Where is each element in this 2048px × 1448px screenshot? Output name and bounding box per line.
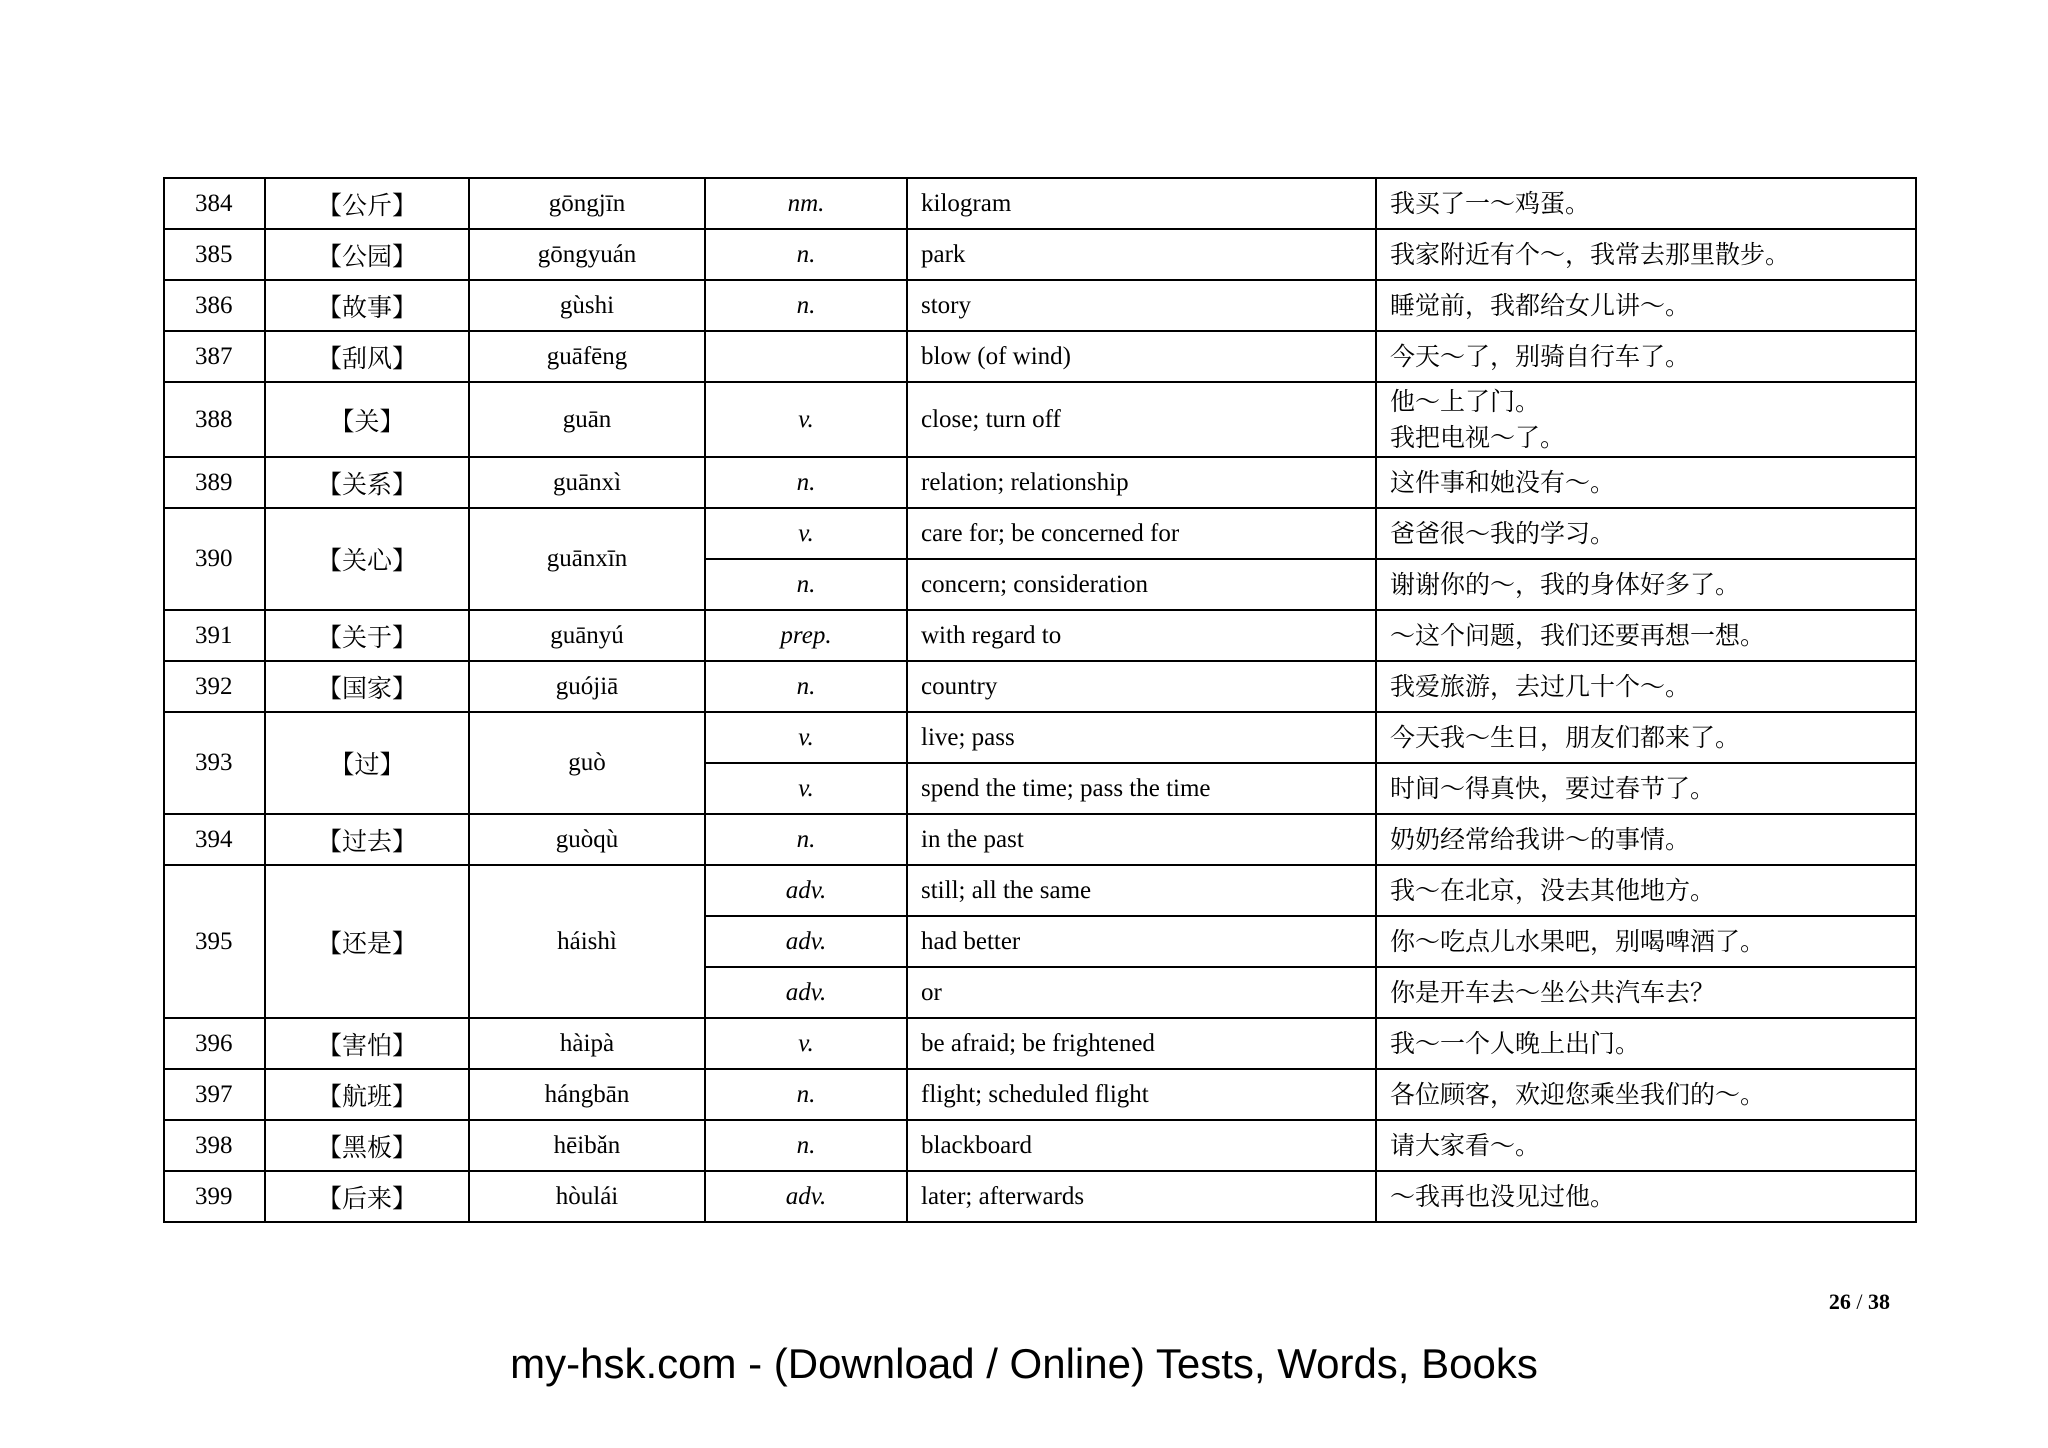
entry-example: ～这个问题，我们还要再想一想。 — [1376, 610, 1916, 661]
entry-part-of-speech: n. — [705, 1120, 907, 1171]
entry-part-of-speech: v. — [705, 1018, 907, 1069]
entry-word: 【关】 — [265, 382, 469, 457]
entry-pinyin: hòulái — [469, 1171, 705, 1222]
entry-pinyin: hàipà — [469, 1018, 705, 1069]
table-row — [164, 1171, 1916, 1222]
entry-part-of-speech: adv. — [705, 865, 907, 916]
table-row — [164, 865, 1916, 916]
entry-part-of-speech: n. — [705, 1069, 907, 1120]
table-row — [164, 610, 1916, 661]
entry-word: 【航班】 — [265, 1069, 469, 1120]
entry-number: 396 — [164, 1018, 265, 1069]
example-line: 我把电视～了。 — [1390, 422, 1566, 452]
entry-example: 我爱旅游，去过几十个～。 — [1376, 661, 1916, 712]
entry-meaning: flight; scheduled flight — [907, 1069, 1376, 1120]
entry-meaning: park — [907, 229, 1376, 280]
entry-example — [1376, 382, 1916, 457]
table-row — [164, 331, 1916, 382]
entry-meaning: be afraid; be frightened — [907, 1018, 1376, 1069]
entry-number: 387 — [164, 331, 265, 382]
entry-pinyin: guòqù — [469, 814, 705, 865]
entry-example: 你是开车去～坐公共汽车去？ — [1376, 967, 1916, 1018]
entry-example: 睡觉前，我都给女儿讲～。 — [1376, 280, 1916, 331]
entry-pinyin: háishì — [469, 865, 705, 1018]
entry-pinyin: guò — [469, 712, 705, 814]
entry-part-of-speech: v. — [705, 712, 907, 763]
table-row — [164, 229, 1916, 280]
entry-word: 【还是】 — [265, 865, 469, 1018]
table-row — [164, 661, 1916, 712]
entry-meaning: or — [907, 967, 1376, 1018]
entry-pinyin: guānxīn — [469, 508, 705, 610]
entry-meaning: still; all the same — [907, 865, 1376, 916]
entry-meaning: care for; be concerned for — [907, 508, 1376, 559]
entry-pinyin: hēibǎn — [469, 1120, 705, 1171]
entry-word: 【公园】 — [265, 229, 469, 280]
entry-word: 【关心】 — [265, 508, 469, 610]
entry-pinyin: hángbān — [469, 1069, 705, 1120]
table-row — [164, 280, 1916, 331]
entry-example: 请大家看～。 — [1376, 1120, 1916, 1171]
entry-pinyin: guāfēng — [469, 331, 705, 382]
entry-meaning: concern; consideration — [907, 559, 1376, 610]
table-row — [164, 1120, 1916, 1171]
entry-example: ～我再也没见过他。 — [1376, 1171, 1916, 1222]
page-number — [1790, 1289, 1890, 1315]
entry-example: 我家附近有个～，我常去那里散步。 — [1376, 229, 1916, 280]
entry-number: 395 — [164, 865, 265, 1018]
entry-pinyin: guān — [469, 382, 705, 457]
entry-example: 我买了一～鸡蛋。 — [1376, 178, 1916, 229]
entry-part-of-speech: v. — [705, 508, 907, 559]
entry-number: 399 — [164, 1171, 265, 1222]
entry-number: 385 — [164, 229, 265, 280]
entry-meaning: story — [907, 280, 1376, 331]
entry-part-of-speech: nm. — [705, 178, 907, 229]
entry-number: 391 — [164, 610, 265, 661]
entry-pinyin: gùshi — [469, 280, 705, 331]
entry-part-of-speech: n. — [705, 457, 907, 508]
entry-example: 时间～得真快，要过春节了。 — [1376, 763, 1916, 814]
entry-part-of-speech: adv. — [705, 1171, 907, 1222]
entry-word: 【后来】 — [265, 1171, 469, 1222]
entry-example: 谢谢你的～，我的身体好多了。 — [1376, 559, 1916, 610]
entry-meaning: live; pass — [907, 712, 1376, 763]
entry-word: 【关于】 — [265, 610, 469, 661]
table-row — [164, 712, 1916, 763]
entry-meaning: with regard to — [907, 610, 1376, 661]
entry-part-of-speech: v. — [705, 382, 907, 457]
entry-word: 【刮风】 — [265, 331, 469, 382]
entry-meaning: blackboard — [907, 1120, 1376, 1171]
entry-part-of-speech — [705, 331, 907, 382]
entry-part-of-speech: n. — [705, 661, 907, 712]
entry-example: 各位顾客，欢迎您乘坐我们的～。 — [1376, 1069, 1916, 1120]
entry-number: 392 — [164, 661, 265, 712]
vocabulary-table — [163, 177, 1917, 1223]
entry-word: 【过去】 — [265, 814, 469, 865]
table-row — [164, 178, 1916, 229]
entry-example: 爸爸很～我的学习。 — [1376, 508, 1916, 559]
entry-example: 我～一个人晚上出门。 — [1376, 1018, 1916, 1069]
entry-word: 【故事】 — [265, 280, 469, 331]
entry-meaning: blow (of wind) — [907, 331, 1376, 382]
entry-part-of-speech: adv. — [705, 967, 907, 1018]
entry-number: 389 — [164, 457, 265, 508]
entry-word: 【黑板】 — [265, 1120, 469, 1171]
entry-example: 奶奶经常给我讲～的事情。 — [1376, 814, 1916, 865]
entry-meaning: relation; relationship — [907, 457, 1376, 508]
entry-example: 今天我～生日，朋友们都来了。 — [1376, 712, 1916, 763]
entry-pinyin: guānyú — [469, 610, 705, 661]
entry-word: 【公斤】 — [265, 178, 469, 229]
entry-example: 今天～了，别骑自行车了。 — [1376, 331, 1916, 382]
entry-part-of-speech: n. — [705, 814, 907, 865]
table-row — [164, 382, 1916, 457]
footer-text: my-hsk.com - (Download / Online) Tests, Words, Books — [510, 1340, 1538, 1387]
entry-word: 【关系】 — [265, 457, 469, 508]
page-separator: / — [1850, 1289, 1868, 1314]
entry-number: 384 — [164, 178, 265, 229]
entry-word: 【害怕】 — [265, 1018, 469, 1069]
entry-meaning: kilogram — [907, 178, 1376, 229]
entry-meaning: close; turn off — [907, 382, 1376, 457]
entry-part-of-speech: prep. — [705, 610, 907, 661]
entry-example: 我～在北京，没去其他地方。 — [1376, 865, 1916, 916]
example-line: 他～上了门。 — [1390, 386, 1541, 416]
table-row — [164, 508, 1916, 559]
table-row — [164, 814, 1916, 865]
entry-part-of-speech: n. — [705, 559, 907, 610]
entry-word: 【国家】 — [265, 661, 469, 712]
entry-number: 398 — [164, 1120, 265, 1171]
page-current: 26 — [1828, 1289, 1851, 1314]
entry-meaning: later; afterwards — [907, 1171, 1376, 1222]
table-row — [164, 1018, 1916, 1069]
entry-number: 394 — [164, 814, 265, 865]
entry-part-of-speech: n. — [705, 229, 907, 280]
entry-pinyin: gōngjīn — [469, 178, 705, 229]
entry-meaning: country — [907, 661, 1376, 712]
entry-number: 397 — [164, 1069, 265, 1120]
table-row — [164, 1069, 1916, 1120]
entry-example: 这件事和她没有～。 — [1376, 457, 1916, 508]
entry-meaning: had better — [907, 916, 1376, 967]
entry-pinyin: gōngyuán — [469, 229, 705, 280]
entry-number: 386 — [164, 280, 265, 331]
entry-meaning: spend the time; pass the time — [907, 763, 1376, 814]
entry-pinyin: guójiā — [469, 661, 705, 712]
entry-part-of-speech: n. — [705, 280, 907, 331]
table-row — [164, 457, 1916, 508]
entry-word: 【过】 — [265, 712, 469, 814]
entry-number: 393 — [164, 712, 265, 814]
entry-number: 388 — [164, 382, 265, 457]
entry-example: 你～吃点儿水果吧，别喝啤酒了。 — [1376, 916, 1916, 967]
entry-part-of-speech: adv. — [705, 916, 907, 967]
entry-meaning: in the past — [907, 814, 1376, 865]
page-total: 38 — [1868, 1289, 1890, 1314]
entry-pinyin: guānxì — [469, 457, 705, 508]
entry-part-of-speech: v. — [705, 763, 907, 814]
entry-number: 390 — [164, 508, 265, 610]
